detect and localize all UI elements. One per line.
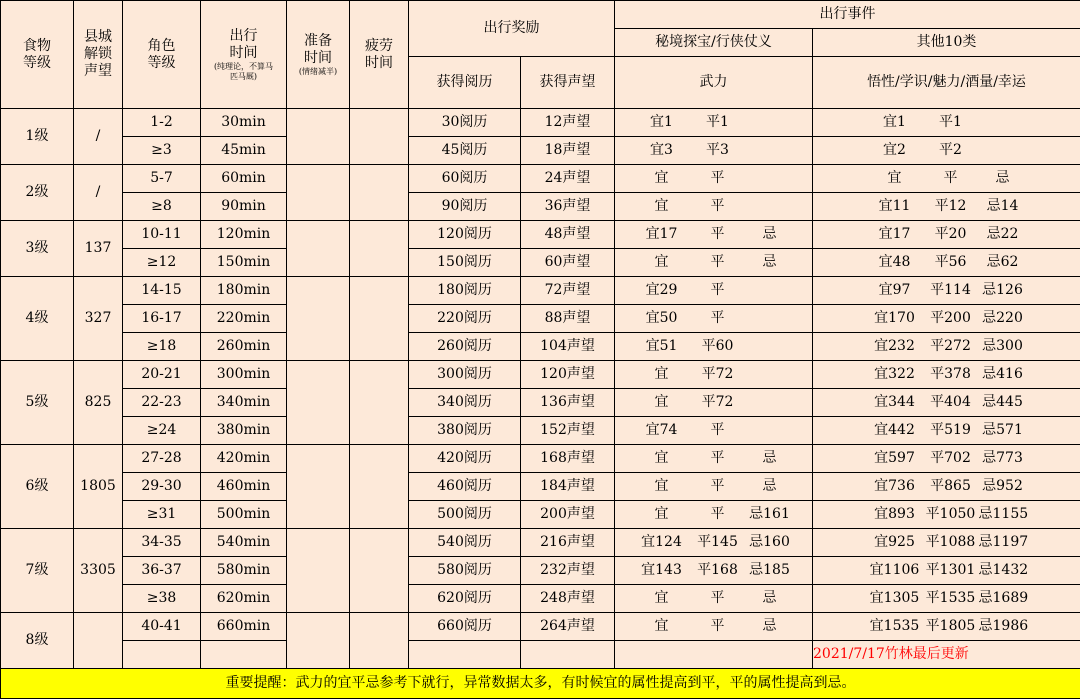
char-level-cell: 16-17	[123, 305, 201, 333]
attr-event-cell-ping: 平2	[923, 142, 979, 159]
force-event-cell-ping: 平72	[690, 394, 746, 411]
attr-event-cell-ping: 平519	[923, 422, 979, 439]
header-secret-realm: 秘境探宝/行侠仗义	[615, 29, 813, 57]
force-event-cell-ping: 平168	[690, 562, 746, 579]
attr-event-cell-ping: 平378	[923, 366, 979, 383]
attr-event-cell-yi: 宜232	[867, 338, 923, 355]
force-event-cell	[615, 361, 813, 389]
attr-event-cell-yi: 宜736	[867, 478, 923, 495]
exp-cell: 90阅历	[409, 193, 521, 221]
attr-event-cell-ji: 忌773	[979, 450, 1027, 467]
attr-event-cell-ji: 忌1155	[979, 506, 1027, 523]
char-level-cell: 20-21	[123, 361, 201, 389]
force-event-cell-ping: 平	[690, 170, 746, 187]
attr-event-cell-ping: 平1088	[923, 534, 979, 551]
table-row	[1, 109, 1080, 137]
exp-cell: 620阅历	[409, 585, 521, 613]
travel-time-cell: 150min	[201, 249, 287, 277]
rep-cell: 60声望	[521, 249, 615, 277]
rep-cell: 24声望	[521, 165, 615, 193]
header-county-unlock: 县城 解锁 声望	[74, 1, 123, 109]
char-level-cell: ≥18	[123, 333, 201, 361]
attr-event-cell	[813, 361, 1080, 389]
attr-event-cell-yi: 宜344	[867, 394, 923, 411]
attr-event-cell	[813, 585, 1080, 613]
county-unlock-cell: /	[74, 165, 123, 221]
table-row	[1, 305, 1080, 333]
fatigue-time-cell	[350, 221, 409, 277]
food-level-cell: 6级	[1, 445, 74, 529]
attr-event-cell-yi: 宜17	[867, 226, 923, 243]
rep-cell: 152声望	[521, 417, 615, 445]
exp-cell: 220阅历	[409, 305, 521, 333]
force-event-cell-ping: 平1	[690, 114, 746, 131]
travel-time-cell: 220min	[201, 305, 287, 333]
force-event-cell-yi: 宜3	[634, 142, 690, 159]
county-unlock-cell: 825	[74, 361, 123, 445]
header-force: 武力	[615, 57, 813, 109]
force-event-cell-yi: 宜	[634, 394, 690, 411]
food-level-cell: 8级	[1, 613, 74, 669]
attr-event-cell-ji: 忌1689	[979, 590, 1027, 607]
exp-cell: 150阅历	[409, 249, 521, 277]
food-level-cell: 7级	[1, 529, 74, 613]
travel-time-cell: 500min	[201, 501, 287, 529]
force-event-cell-ji: 忌	[746, 590, 794, 607]
force-event-cell-yi: 宜	[634, 450, 690, 467]
attr-event-cell-ping: 平114	[923, 282, 979, 299]
prep-time-cell	[287, 277, 350, 361]
char-level-cell: ≥8	[123, 193, 201, 221]
header-food-level: 食物 等级	[1, 1, 74, 109]
attr-event-cell-yi: 宜11	[867, 198, 923, 215]
attr-event-cell-yi: 宜442	[867, 422, 923, 439]
exp-cell: 260阅历	[409, 333, 521, 361]
attr-event-cell	[813, 473, 1080, 501]
header-reward: 出行奖励	[409, 1, 615, 57]
header-travel-time: 出行 时间 (纯理论，不算马 匹马厩)	[201, 1, 287, 109]
fatigue-time-cell	[350, 277, 409, 361]
char-level-cell: 34-35	[123, 529, 201, 557]
table-row	[1, 389, 1080, 417]
force-event-cell	[615, 193, 813, 221]
attr-event-cell	[813, 333, 1080, 361]
fatigue-time-cell	[350, 109, 409, 165]
rep-cell: 72声望	[521, 277, 615, 305]
fatigue-time-cell	[350, 529, 409, 613]
rep-cell: 12声望	[521, 109, 615, 137]
attr-event-cell-yi: 宜322	[867, 366, 923, 383]
force-event-cell-ping: 平	[690, 618, 746, 635]
reminder-row	[1, 669, 1080, 699]
attr-event-cell-ji: 忌22	[979, 226, 1027, 243]
rep-cell: 216声望	[521, 529, 615, 557]
table-row	[1, 613, 1080, 641]
force-event-cell-ping: 平	[690, 310, 746, 327]
rep-cell: 36声望	[521, 193, 615, 221]
force-event-cell-ping: 平	[690, 226, 746, 243]
force-event-cell-yi: 宜	[634, 366, 690, 383]
exp-cell: 380阅历	[409, 417, 521, 445]
force-event-cell	[615, 641, 813, 669]
attr-event-cell-yi: 宜1535	[867, 618, 923, 635]
fatigue-time-cell	[350, 613, 409, 669]
force-event-cell-yi: 宜	[634, 478, 690, 495]
table-row	[1, 557, 1080, 585]
attr-event-cell-ping: 平272	[923, 338, 979, 355]
table-row	[1, 277, 1080, 305]
travel-time-cell: 460min	[201, 473, 287, 501]
rep-cell: 232声望	[521, 557, 615, 585]
attr-event-cell	[813, 417, 1080, 445]
force-event-cell-ping: 平3	[690, 142, 746, 159]
travel-time-cell: 45min	[201, 137, 287, 165]
rep-cell: 120声望	[521, 361, 615, 389]
force-event-cell	[615, 445, 813, 473]
exp-cell: 120阅历	[409, 221, 521, 249]
travel-time-cell: 380min	[201, 417, 287, 445]
attr-event-cell	[813, 193, 1080, 221]
force-event-cell-ji: 忌	[746, 478, 794, 495]
rep-cell: 48声望	[521, 221, 615, 249]
char-level-cell: 22-23	[123, 389, 201, 417]
attr-event-cell-yi: 宜48	[867, 254, 923, 271]
county-unlock-cell: 1805	[74, 445, 123, 529]
header-events: 出行事件	[615, 1, 1080, 29]
exp-cell: 30阅历	[409, 109, 521, 137]
prep-time-cell	[287, 165, 350, 221]
table-row	[1, 333, 1080, 361]
food-level-cell: 5级	[1, 361, 74, 445]
char-level-cell: 5-7	[123, 165, 201, 193]
header-other10: 其他10类	[813, 29, 1080, 57]
attr-event-cell-ji: 忌445	[979, 394, 1027, 411]
attr-event-cell-ping: 平1535	[923, 590, 979, 607]
force-event-cell-ji: 忌	[746, 254, 794, 271]
attr-event-cell-ji: 忌62	[979, 254, 1027, 271]
attr-event-cell-yi: 宜1305	[867, 590, 923, 607]
attr-event-cell	[813, 137, 1080, 165]
attr-event-cell-ping: 平404	[923, 394, 979, 411]
table-row	[1, 473, 1080, 501]
attr-event-cell	[813, 305, 1080, 333]
force-event-cell	[615, 249, 813, 277]
travel-time-cell: 620min	[201, 585, 287, 613]
attr-event-cell-ji: 忌1986	[979, 618, 1027, 635]
char-level-cell: 10-11	[123, 221, 201, 249]
travel-time-cell: 60min	[201, 165, 287, 193]
attr-event-cell	[813, 165, 1080, 193]
exp-cell: 500阅历	[409, 501, 521, 529]
force-event-cell-ji: 忌160	[746, 534, 794, 551]
force-event-cell-yi: 宜	[634, 506, 690, 523]
char-level-cell: 27-28	[123, 445, 201, 473]
header-attrs: 悟性/学识/魅力/酒量/幸运	[813, 57, 1080, 109]
attr-event-cell	[813, 501, 1080, 529]
char-level-cell: 14-15	[123, 277, 201, 305]
fatigue-time-cell	[350, 445, 409, 529]
header-fatigue-time: 疲劳 时间	[350, 1, 409, 109]
force-event-cell-ping: 平	[690, 254, 746, 271]
table-row	[1, 445, 1080, 473]
char-level-cell: 29-30	[123, 473, 201, 501]
attr-event-cell-ping: 平702	[923, 450, 979, 467]
force-event-cell	[615, 109, 813, 137]
force-event-cell-yi: 宜	[634, 590, 690, 607]
force-event-cell	[615, 333, 813, 361]
force-event-cell	[615, 501, 813, 529]
header-exp: 获得阅历	[409, 57, 521, 109]
force-event-cell-ping: 平	[690, 478, 746, 495]
attr-event-cell-ji: 忌1432	[979, 562, 1027, 579]
attr-event-cell-ping: 平20	[923, 226, 979, 243]
rep-cell: 18声望	[521, 137, 615, 165]
force-event-cell-yi: 宜74	[634, 422, 690, 439]
attr-event-cell-yi: 宜1106	[867, 562, 923, 579]
travel-time-cell: 120min	[201, 221, 287, 249]
attr-event-cell-ping: 平865	[923, 478, 979, 495]
char-level-cell: 40-41	[123, 613, 201, 641]
attr-event-cell	[813, 389, 1080, 417]
county-unlock-cell	[74, 613, 123, 669]
attr-event-cell	[813, 277, 1080, 305]
force-event-cell-ping: 平	[690, 590, 746, 607]
fatigue-time-cell	[350, 361, 409, 445]
travel-time-cell: 300min	[201, 361, 287, 389]
attr-event-cell-yi: 宜893	[867, 506, 923, 523]
force-event-cell-yi: 宜	[634, 170, 690, 187]
char-level-cell: ≥12	[123, 249, 201, 277]
rep-cell: 264声望	[521, 613, 615, 641]
force-event-cell-ji: 忌	[746, 450, 794, 467]
force-event-cell-ji: 忌161	[746, 506, 794, 523]
exp-cell: 45阅历	[409, 137, 521, 165]
important-reminder: 重要提醒：武力的宜平忌参考下就行，异常数据太多，有时候宜的属性提高到平，平的属性提高到忌。	[1, 669, 1080, 699]
force-event-cell-ping: 平	[690, 506, 746, 523]
attr-event-cell-ji: 忌952	[979, 478, 1027, 495]
table-row	[1, 165, 1080, 193]
rep-cell: 104声望	[521, 333, 615, 361]
attr-event-cell-yi: 宜925	[867, 534, 923, 551]
attr-event-cell-ji: 忌1197	[979, 534, 1027, 551]
travel-time-cell: 90min	[201, 193, 287, 221]
attr-event-cell-yi: 宜170	[867, 310, 923, 327]
force-event-cell-yi: 宜50	[634, 310, 690, 327]
force-event-cell-yi: 宜143	[634, 562, 690, 579]
attr-event-cell-ji: 忌416	[979, 366, 1027, 383]
table-row	[1, 529, 1080, 557]
force-event-cell-ping: 平145	[690, 534, 746, 551]
char-level-cell: 36-37	[123, 557, 201, 585]
travel-time-cell	[201, 641, 287, 669]
table-row	[1, 137, 1080, 165]
county-unlock-cell: 3305	[74, 529, 123, 613]
force-event-cell	[615, 137, 813, 165]
force-event-cell-ping: 平	[690, 450, 746, 467]
force-event-cell	[615, 557, 813, 585]
char-level-cell	[123, 641, 201, 669]
attr-event-cell	[813, 249, 1080, 277]
attr-event-cell-ping: 平200	[923, 310, 979, 327]
attr-event-cell-yi: 宜1	[867, 114, 923, 131]
force-event-cell-yi: 宜51	[634, 338, 690, 355]
attr-event-cell-ping: 平1805	[923, 618, 979, 635]
force-event-cell-ji: 忌185	[746, 562, 794, 579]
attr-event-cell-ji: 忌300	[979, 338, 1027, 355]
attr-event-cell-ping: 平12	[923, 198, 979, 215]
attr-event-cell-ji: 忌571	[979, 422, 1027, 439]
prep-time-cell	[287, 445, 350, 529]
char-level-cell: ≥3	[123, 137, 201, 165]
header-char-level: 角色 等级	[123, 1, 201, 109]
rep-cell: 88声望	[521, 305, 615, 333]
force-event-cell	[615, 529, 813, 557]
travel-time-cell: 660min	[201, 613, 287, 641]
force-event-cell	[615, 473, 813, 501]
force-event-cell-yi: 宜17	[634, 226, 690, 243]
prep-time-cell	[287, 109, 350, 165]
food-level-cell: 1级	[1, 109, 74, 165]
attr-event-cell-yi: 宜597	[867, 450, 923, 467]
force-event-cell	[615, 277, 813, 305]
exp-cell	[409, 641, 521, 669]
update-note: 2021/7/17竹林最后更新	[813, 641, 1080, 669]
attr-event-cell	[813, 529, 1080, 557]
travel-time-cell: 580min	[201, 557, 287, 585]
force-event-cell-ji: 忌	[746, 618, 794, 635]
force-event-cell	[615, 305, 813, 333]
food-level-cell: 2级	[1, 165, 74, 221]
char-level-cell: ≥24	[123, 417, 201, 445]
char-level-cell: ≥31	[123, 501, 201, 529]
travel-time-cell: 420min	[201, 445, 287, 473]
rep-cell: 136声望	[521, 389, 615, 417]
food-level-cell: 3级	[1, 221, 74, 277]
force-event-cell-yi: 宜	[634, 618, 690, 635]
county-unlock-cell: /	[74, 109, 123, 165]
rep-cell: 184声望	[521, 473, 615, 501]
fatigue-time-cell	[350, 165, 409, 221]
attr-event-cell-yi: 宜	[867, 170, 923, 187]
force-event-cell-ji: 忌	[746, 226, 794, 243]
exp-cell: 340阅历	[409, 389, 521, 417]
food-level-cell: 4级	[1, 277, 74, 361]
rep-cell: 168声望	[521, 445, 615, 473]
attr-event-cell-ji: 忌126	[979, 282, 1027, 299]
attr-event-cell-yi: 宜2	[867, 142, 923, 159]
exp-cell: 540阅历	[409, 529, 521, 557]
force-event-cell-yi: 宜1	[634, 114, 690, 131]
prep-time-cell	[287, 613, 350, 669]
force-event-cell-yi: 宜29	[634, 282, 690, 299]
exp-cell: 420阅历	[409, 445, 521, 473]
char-level-cell: ≥38	[123, 585, 201, 613]
force-event-cell-yi: 宜	[634, 198, 690, 215]
attr-event-cell	[813, 613, 1080, 641]
exp-cell: 180阅历	[409, 277, 521, 305]
force-event-cell-ping: 平	[690, 282, 746, 299]
county-unlock-cell: 327	[74, 277, 123, 361]
table-row	[1, 221, 1080, 249]
attr-event-cell-ji: 忌220	[979, 310, 1027, 327]
force-event-cell	[615, 585, 813, 613]
attr-event-cell	[813, 221, 1080, 249]
attr-event-cell-yi: 宜97	[867, 282, 923, 299]
force-event-cell-yi: 宜124	[634, 534, 690, 551]
travel-time-cell: 540min	[201, 529, 287, 557]
travel-time-cell: 260min	[201, 333, 287, 361]
table-row	[1, 641, 1080, 669]
prep-time-cell	[287, 361, 350, 445]
travel-time-cell: 180min	[201, 277, 287, 305]
table-row	[1, 417, 1080, 445]
attr-event-cell-ping: 平1301	[923, 562, 979, 579]
table-row	[1, 585, 1080, 613]
travel-time-cell: 340min	[201, 389, 287, 417]
travel-time-cell: 30min	[201, 109, 287, 137]
table-row	[1, 501, 1080, 529]
attr-event-cell-ping: 平1050	[923, 506, 979, 523]
prep-time-cell	[287, 529, 350, 613]
force-event-cell	[615, 165, 813, 193]
exp-cell: 580阅历	[409, 557, 521, 585]
attr-event-cell	[813, 445, 1080, 473]
force-event-cell	[615, 221, 813, 249]
header-prep-time: 准备 时间 (情绪减半)	[287, 1, 350, 109]
attr-event-cell-ping: 平1	[923, 114, 979, 131]
exp-cell: 460阅历	[409, 473, 521, 501]
attr-event-cell-ping: 平	[923, 170, 979, 187]
header-rep: 获得声望	[521, 57, 615, 109]
table-row	[1, 193, 1080, 221]
char-level-cell: 1-2	[123, 109, 201, 137]
exp-cell: 660阅历	[409, 613, 521, 641]
force-event-cell-ping: 平	[690, 198, 746, 215]
force-event-cell	[615, 417, 813, 445]
prep-time-cell	[287, 221, 350, 277]
attr-event-cell-ping: 平56	[923, 254, 979, 271]
attr-event-cell	[813, 557, 1080, 585]
exp-cell: 300阅历	[409, 361, 521, 389]
exp-cell: 60阅历	[409, 165, 521, 193]
attr-event-cell	[813, 109, 1080, 137]
attr-event-cell-ji: 忌14	[979, 198, 1027, 215]
rep-cell: 200声望	[521, 501, 615, 529]
force-event-cell-yi: 宜	[634, 254, 690, 271]
table-row	[1, 249, 1080, 277]
force-event-cell-ping: 平72	[690, 366, 746, 383]
rep-cell	[521, 641, 615, 669]
rep-cell: 248声望	[521, 585, 615, 613]
county-unlock-cell: 137	[74, 221, 123, 277]
force-event-cell	[615, 389, 813, 417]
force-event-cell	[615, 613, 813, 641]
force-event-cell-ping: 平	[690, 422, 746, 439]
attr-event-cell-ji: 忌	[979, 170, 1027, 187]
table-row	[1, 361, 1080, 389]
force-event-cell-ping: 平60	[690, 338, 746, 355]
